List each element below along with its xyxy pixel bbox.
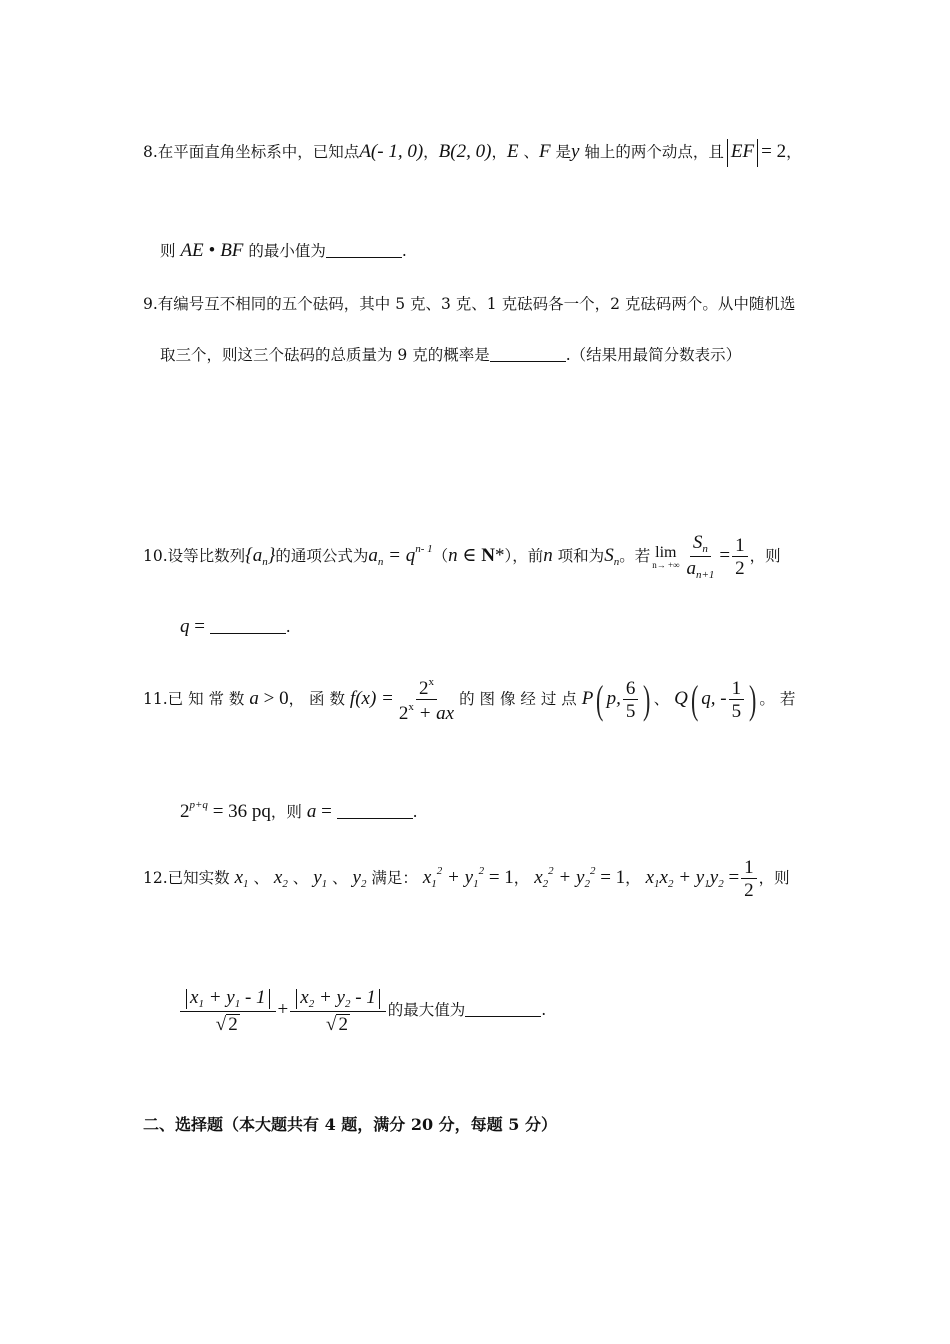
abs-bar xyxy=(757,139,758,167)
fraction-one-half: $\frac{1}{2}$ xyxy=(732,536,748,578)
fraction-six-fifths: $\frac{6}{5}$ xyxy=(623,679,639,721)
equation-1: $x_1^2 + y_1^2 = 1$ xyxy=(422,865,514,890)
problem-9-line-2: 取三个，则这三个砝码的总质量为 9 克的概率是 .（结果用最简分数表示） xyxy=(160,346,742,364)
fraction-one-fifth: $\frac{1}{5}$ xyxy=(729,679,745,721)
answer-blank[interactable] xyxy=(465,1002,541,1017)
answer-blank[interactable] xyxy=(326,243,402,258)
equation-2: $x_2^2 + y_2^2 = 1$ xyxy=(534,865,626,890)
problem-12-line-2: $x_1 + y_1 - 1$ √ 2 + $x_2 + y_2 - 1$ √ 2 的最大值为 . xyxy=(178,988,546,1034)
fraction-one-half: $\frac{1}{2}$ xyxy=(741,858,757,900)
point-b: B(2, 0) xyxy=(438,141,492,162)
problem-8-line-2: 则 AE • BF 的最小值为 . xyxy=(160,240,407,261)
fraction-abs-1: $x_1 + y_1 - 1$ √ 2 xyxy=(180,988,276,1034)
point-e: E xyxy=(506,141,519,162)
fraction-sn-over-an1: $\frac{S_n}{a_{n+1}}$ xyxy=(686,532,715,581)
answer-blank[interactable] xyxy=(210,619,286,634)
answer-blank[interactable] xyxy=(490,347,566,362)
sqrt-symbol: √ 2 xyxy=(326,1014,348,1035)
problem-11-line-2: $2^{p+q} = 36$ pq，则 a = . xyxy=(180,799,418,822)
answer-blank[interactable] xyxy=(337,804,413,819)
equation-3: $x_1x_2 + y_1y_2$ = xyxy=(645,867,740,890)
abs-bar xyxy=(727,139,728,167)
fraction-abs-2: $x_2 + y_2 - 1$ √ 2 xyxy=(290,988,386,1034)
limit-operator: lim n→ +∞ xyxy=(652,543,680,570)
problem-11-line-1: 11.已 知 常 数 a > 0， 函 数 f(x) = $\frac{2^x}{2^x + ax}$ 的 图 像 经 过 点 P( p, $\frac{6}{5}$ ) 、 Q( q, - $\frac{1}{5}$ ) 。 若 xyxy=(143,676,796,724)
fraction-function: $\frac{2^x}{2^x + ax}$ xyxy=(398,676,455,724)
problem-10-line-2: q = . xyxy=(180,616,291,637)
sqrt-symbol: √ 2 xyxy=(215,1014,238,1035)
problem-9-line-1: 9.有编号互不相同的五个砝码，其中 5 克、3 克、1 克砝码各一个，2 克砝码两个。从中随机选 xyxy=(143,295,796,313)
problem-12-line-1: 12.已知实数 $x_1$ 、 $x_2$ 、 $y_1$ 、 $y_2$ 满足： $x_1^2 + y_1^2 = 1$， $x_2^2 + y_2^2 = 1$， $x_1x_2 + y_1y_2$ = $\frac{1}{2}$ ，则 xyxy=(143,857,790,901)
point-a: A(- 1, 0) xyxy=(359,141,424,162)
problem-8-line-1: 8.在平面直角坐标系中，已知点A(- 1, 0)，B(2, 0)，E 、F 是y 轴上的两个动点，且 EF = 2， xyxy=(143,139,802,167)
point-f: F xyxy=(539,141,551,162)
section-2-heading: 二、选择题（本大题共有 4 题，满分 20 分，每题 5 分） xyxy=(143,1115,557,1134)
problem-10-line-1: 10.设等比数列$\{a_n\}$的通项公式为$a_n = q^{n- 1}(n$ ∈ N*），前n 项和为$S_n$。若 lim n→ +∞ $\frac{S_n}{a_{n+1}}$ = $\frac{1}{2}$ ，则 xyxy=(143,532,781,581)
